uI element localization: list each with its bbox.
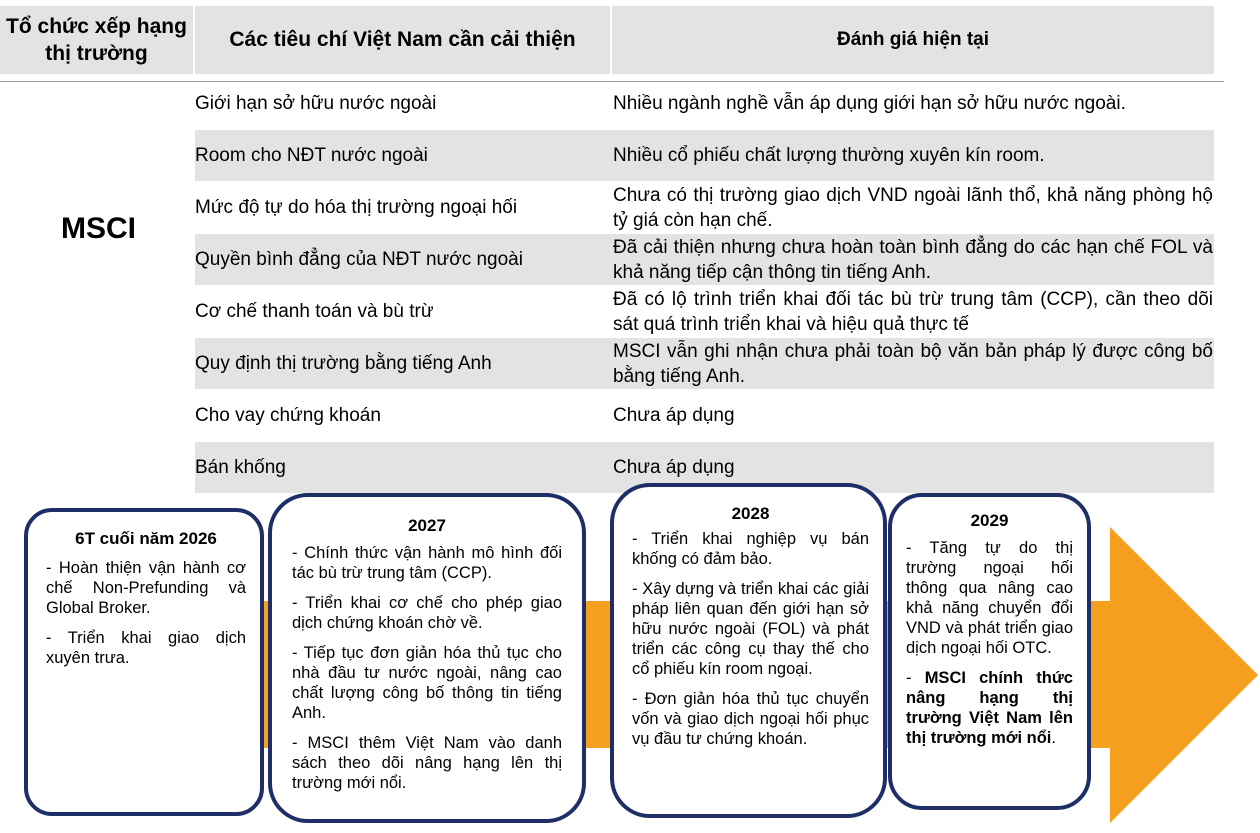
timeline-arrow-head-icon (1110, 527, 1258, 823)
timeline-period: . (1051, 729, 1056, 747)
assessment-cell: Đã cải thiện nhưng chưa hoàn toàn bình đẳng do các hạn chế FOL và khả năng tiếp cận thông tin tiếng Anh. (613, 236, 1213, 283)
criterion-cell: Mức độ tự do hóa thị trường ngoại hối (195, 196, 518, 218)
timeline-item: - Xây dựng và triển khai các giải pháp liên quan đến giới hạn sở hữu nước ngoài (FOL) và phát triển các công cụ thay thế cho cổ phiếu kín room ngoại. (632, 580, 869, 678)
table-row (195, 130, 1214, 181)
timeline-box-2027 (268, 493, 586, 823)
header-criteria-column: Các tiêu chí Việt Nam cần cải thiện (195, 6, 610, 74)
header-assessment-column: Đánh giá hiện tại (612, 6, 1214, 74)
timeline-item: - Tăng tự do thị trường ngoại hối thông qua nâng cao khả năng chuyển đổi VND và phát triển giao dịch ngoại hối OTC. (906, 539, 1073, 657)
table-row (195, 338, 1214, 389)
timeline-box-title: 2029 (970, 511, 1009, 530)
criterion-cell: Quy định thị trường bằng tiếng Anh (195, 352, 492, 374)
assessment-cell: MSCI vẫn ghi nhận chưa phải toàn bộ văn bản pháp lý được công bố bằng tiếng Anh. (613, 340, 1213, 387)
assessment-cell: Chưa áp dụng (613, 457, 735, 478)
timeline-item: - Tiếp tục đơn giản hóa thủ tục cho nhà đầu tư nước ngoài, nâng cao chất lượng công bố thông tin tiếng Anh. (292, 644, 562, 722)
table-row (195, 234, 1214, 285)
timeline-highlight-text: MSCI chính thức nâng hạng thị trường Việt Nam lên thị trường mới nổi (906, 669, 1073, 747)
timeline-dash: - (906, 669, 925, 687)
criterion-cell: Room cho NĐT nước ngoài (195, 144, 428, 166)
assessment-cell: Chưa áp dụng (613, 405, 735, 426)
timeline-item: - Triển khai nghiệp vụ bán khống có đảm bảo. (632, 530, 869, 568)
assessment-cell: Đã có lộ trình triển khai đối tác bù trừ trung tâm (CCP), cần theo dõi sát quá trình triển khai và hiệu quả thực tế (613, 288, 1213, 335)
criterion-cell: Giới hạn sở hữu nước ngoài (195, 92, 437, 114)
timeline-item: - MSCI thêm Việt Nam vào danh sách theo dõi nâng hạng lên thị trường mới nổi. (292, 734, 562, 792)
timeline-item: - Hoàn thiện vận hành cơ chế Non-Prefunding và Global Broker. (46, 559, 246, 617)
timeline-item: - Triển khai giao dịch xuyên trưa. (46, 629, 246, 667)
criterion-cell: Bán khống (195, 456, 286, 478)
table-row (195, 390, 1214, 441)
organization-label: MSCI (61, 212, 136, 245)
criterion-cell: Cho vay chứng khoán (195, 404, 381, 426)
assessment-cell: Chưa có thị trường giao dịch VND ngoài lãnh thổ, khả năng phòng hộ tỷ giá còn hạn chế. (613, 184, 1213, 231)
criterion-cell: Quyền bình đẳng của NĐT nước ngoài (195, 248, 523, 270)
timeline-box-h2-2026 (24, 508, 264, 816)
timeline-box-2029 (888, 493, 1091, 810)
table-row (195, 182, 1214, 233)
timeline-box-title: 2028 (731, 504, 770, 523)
timeline-box-2028 (610, 483, 887, 818)
timeline-item-highlight (906, 668, 1073, 748)
timeline-box-title: 2027 (408, 516, 446, 535)
timeline-item: - Triển khai cơ chế cho phép giao dịch chứng khoán chờ về. (292, 594, 562, 632)
table-row (195, 286, 1214, 337)
timeline-box-title: 6T cuối năm 2026 (75, 529, 217, 548)
table-row (195, 78, 1214, 129)
timeline-item: - Chính thức vận hành mô hình đối tác bù trừ trung tâm (CCP). (292, 544, 562, 582)
criterion-cell: Cơ chế thanh toán và bù trừ (195, 300, 434, 322)
assessment-cell: Nhiều cổ phiếu chất lượng thường xuyên kín room. (613, 145, 1045, 166)
assessment-cell: Nhiều ngành nghề vẫn áp dụng giới hạn sở hữu nước ngoài. (613, 93, 1126, 114)
header-org-column: Tổ chức xếp hạng thị trường (0, 6, 193, 74)
timeline-item: - Đơn giản hóa thủ tục chuyển vốn và giao dịch ngoại hối phục vụ đầu tư chứng khoán. (632, 690, 869, 748)
